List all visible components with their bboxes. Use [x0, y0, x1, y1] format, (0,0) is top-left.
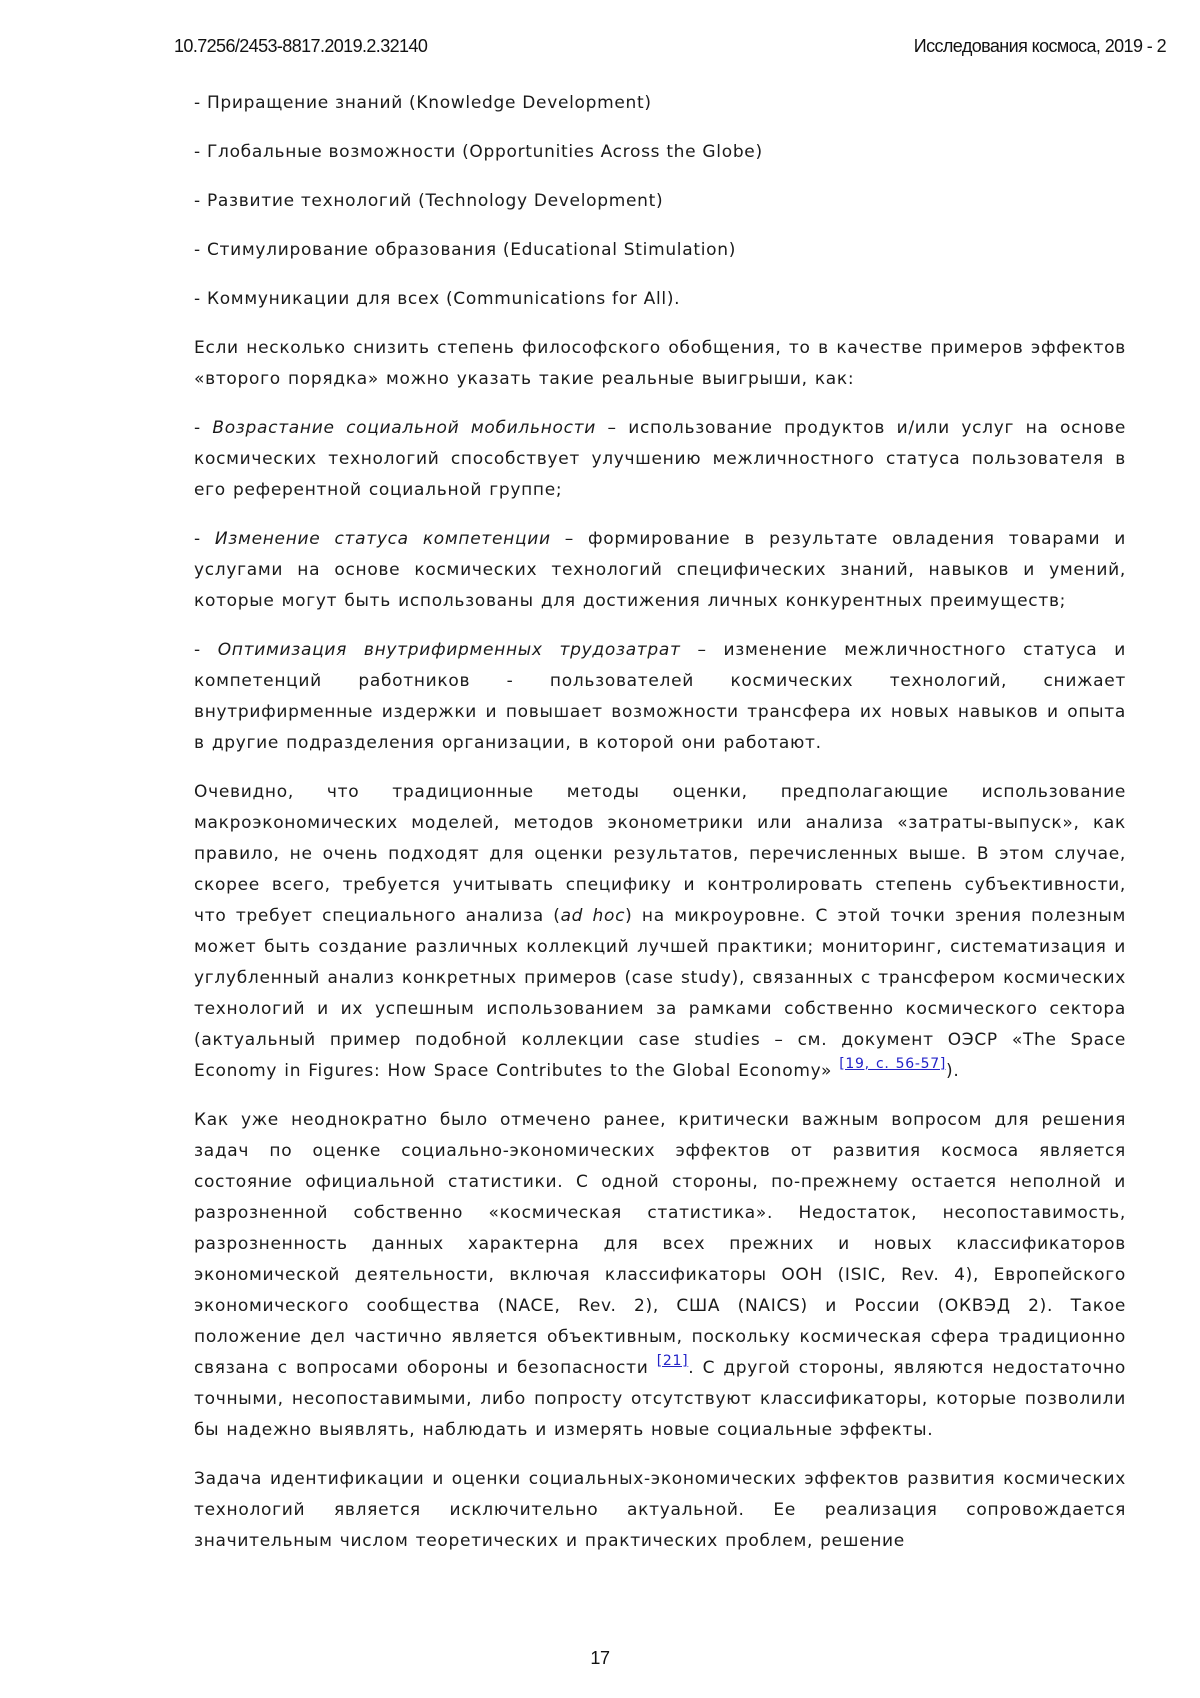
journal-title: Исследования космоса, 2019 - 2 — [913, 36, 1166, 56]
effect-item — [194, 413, 1126, 506]
effect-item — [194, 524, 1126, 617]
article-body — [194, 88, 1126, 1557]
citation-link[interactable]: [21] — [656, 1353, 689, 1369]
page-header — [0, 36, 1200, 60]
list-item: - Развитие технологий (Technology Development) — [194, 191, 664, 211]
effect-text: – изменение межличностного статуса и компетенций работников - пользователей космических технологий, снижает внутрифирменные издержки и повышает возможности трансфера их новых навыков и опыта в другие подразделения организации, в которой они работают. — [194, 640, 1126, 753]
adhoc-term: ad hoc — [560, 906, 626, 926]
list-item: - Глобальные возможности (Opportunities Across the Globe) — [194, 142, 763, 162]
effect-term: Оптимизация внутрифирменных трудозатрат — [217, 640, 681, 660]
effect-text: – формирование в результате овладения товарами и услугами на основе космических технологий специфических знаний, навыков и умений, которые могут быть использованы для достижения личных конкурентных преимуществ; — [194, 529, 1126, 611]
intro-paragraph: Если несколько снизить степень философского обобщения, то в качестве примеров эффектов «второго порядка» можно указать такие реальные выигрыши, как: — [194, 338, 1126, 389]
paragraph-text: Как уже неоднократно было отмечено ранее, критически важным вопросом для решения задач по оценке социально-экономических эффектов от развития космоса является состояние официальной статистики. С одной стороны, по-прежнему остается неполной и разрозненной собственно «космическая статистика». Недостаток, несопоставимость, разрозненность данных характерна для всех прежних и новых классификаторов экономической деятельности, включая классификаторы ООН (ISIC, Rev. 4), Европейского экономического сообщества (NACE, Rev. 2), США (NAICS) и России (ОКВЭД 2). Такое положение дел частично является объективным, поскольку космическая сфера традиционно связана с вопросами обороны и безопасности — [194, 1110, 1126, 1378]
effect-dash: - — [194, 529, 215, 549]
paragraph-text: Очевидно, что традиционные методы оценки, предполагающие использование макроэкономических моделей, методов эконометрики или анализа «затраты-выпуск», как правило, не очень подходят для оценки результатов, перечисленных выше. В этом случае, скорее всего, требуется учитывать специфику и контролировать степень субъективности, что требует специального анализа ( — [194, 782, 1126, 926]
evident-paragraph — [194, 777, 1126, 1087]
paragraph-text: . С другой стороны, являются недостаточно точными, несопоставимыми, либо попросту отсутствуют классификаторы, которые позволили бы надежно выявлять, наблюдать и измерять новые социальные эффекты. — [194, 1358, 1126, 1440]
paragraph-text: ). — [945, 1061, 960, 1081]
statistics-paragraph — [194, 1105, 1126, 1446]
effect-item — [194, 635, 1126, 759]
effect-text: – использование продуктов и/или услуг на основе космических технологий способствует улучшению межличностного статуса пользователя в его референтной социальной группе; — [194, 418, 1126, 500]
effect-dash: - — [194, 418, 213, 438]
effect-term: Возрастание социальной мобильности — [212, 418, 597, 438]
list-item: - Стимулирование образования (Educational Stimulation) — [194, 240, 737, 260]
task-paragraph: Задача идентификации и оценки социальных-экономических эффектов развития космических технологий является исключительно актуальной. Ее реализация сопровождается значительным числом теоретических и практических проблем, решение — [194, 1469, 1126, 1551]
list-item: - Приращение знаний (Knowledge Development) — [194, 93, 652, 113]
citation-link[interactable]: [19, с. 56-57] — [839, 1056, 946, 1072]
effect-dash: - — [194, 640, 218, 660]
list-item: - Коммуникации для всех (Communications for All). — [194, 289, 681, 309]
page-number: 17 — [590, 1648, 610, 1668]
doi-label: 10.7256/2453-8817.2019.2.32140 — [174, 36, 428, 56]
effect-term: Изменение статуса компетенции — [214, 529, 551, 549]
paragraph-text: ) на микроуровне. С этой точки зрения полезным может быть создание различных коллекций лучшей практики; мониторинг, систематизация и углубленный анализ конкретных примеров (case study), связанных с трансфером космических технологий и их успешным использованием за рамками собственно космического сектора (актуальный пример подобной коллекции case studies – см. документ ОЭСР «The Space Economy in Figures: How Space Contributes to the Global Economy» — [194, 906, 1126, 1081]
